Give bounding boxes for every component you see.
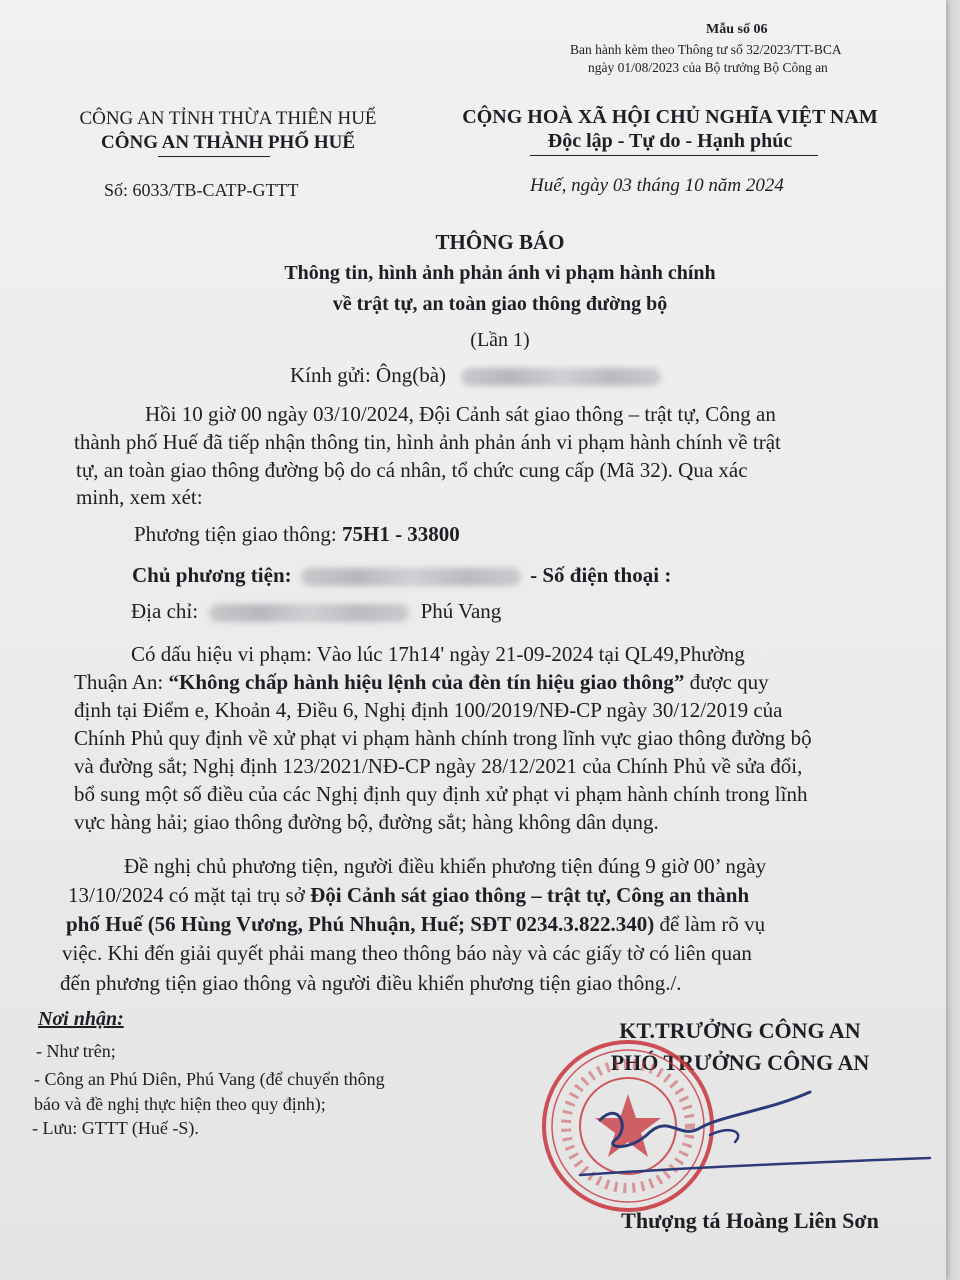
notice-subtitle-1: Thông tin, hình ảnh phản ánh vi phạm hành chính [284,262,716,284]
violation-line-1: Có dấu hiệu vi phạm: Vào lúc 17h14' ngày 21-09-2024 tại QL49,Phường [131,642,745,666]
address-label: Địa chỉ: [131,599,199,623]
intro-line-3: tự, an toàn giao thông đường bộ do cá nhân, tổ chức cung cấp (Mã 32). Qua xác [76,458,748,482]
redacted-recipient-name [461,368,661,386]
address-district: Phú Vang [420,599,502,623]
agency-underline [158,156,270,157]
request-line-4: việc. Khi đến giải quyết phải mang theo thông báo này và các giấy tờ có liên quan [62,941,752,965]
request-line-2 [68,881,749,909]
signer-title-1: KT.TRƯỞNG CÔNG AN [619,1018,861,1043]
violation-line-4: Chính Phủ quy định về xử phạt vi phạm hành chính trong lĩnh vực giao thông đường bộ [74,726,812,750]
nation-name: CỘNG HOÀ XÃ HỘI CHỦ NGHĨA VIỆT NAM [462,106,878,128]
address-line [131,597,501,625]
notice-title: THÔNG BÁO [435,230,565,254]
signer-title-2: PHÓ TRƯỞNG CÔNG AN [610,1050,870,1075]
vehicle-plate: 75H1 - 33800 [341,522,460,546]
violation-line-2 [74,668,769,696]
recipient-item-2b: báo và đề nghị thực hiện theo quy định); [34,1094,326,1114]
phone-label: - Số điện thoại : [530,563,672,587]
violation-location: Thuận An: [74,670,169,694]
vehicle-label: Phương tiện giao thông: [134,522,337,546]
recipients-title: Nơi nhận: [38,1008,124,1030]
recipient-item-2a: - Công an Phú Diên, Phú Vang (để chuyển thông [34,1069,385,1089]
agency-name: CÔNG AN THÀNH PHỐ HUẾ [100,132,356,153]
violation-offense: “Không chấp hành hiệu lệnh của đèn tín hiệu giao thông” [168,670,685,694]
place-date: Huế, ngày 03 tháng 10 năm 2024 [530,175,784,196]
request-line-3 [66,910,765,938]
violation-line-5: và đường sắt; Nghị định 123/2021/NĐ-CP ngày 28/12/2021 của Chính Phủ về sửa đổi, [74,754,803,778]
request-purpose: để làm rõ vụ [654,912,766,936]
motto-underline [530,155,818,156]
violation-line-6: bổ sung một số điều của các Nghị định quy định xử phạt vi phạm hành chính trong lĩnh [74,782,808,806]
intro-line-2: thành phố Huế đã tiếp nhận thông tin, hình ảnh phản ánh vi phạm hành chính về trật [74,430,781,454]
recipient-item-1: - Như trên; [36,1041,116,1061]
document-number: Số: 6033/TB-CATP-GTTT [104,180,299,200]
intro-line-1: Hồi 10 giờ 00 ngày 03/10/2024, Đội Cảnh sát giao thông – trật tự, Công an [145,402,776,426]
nation-motto: Độc lập - Tự do - Hạnh phúc [547,130,793,152]
form-issued-line1: Ban hành kèm theo Thông tư số 32/2023/TT-BCA [570,42,842,57]
agency-parent: CÔNG AN TỈNH THỪA THIÊN HUẾ [79,108,377,129]
violation-line-3: định tại Điểm e, Khoản 4, Điều 6, Nghị định 100/2019/NĐ-CP ngày 30/12/2019 của [74,698,783,722]
violation-line-7: vực hàng hải; giao thông đường bộ, đường sắt; hàng không dân dụng. [74,810,659,834]
recipient-label: Kính gửi: Ông(bà) [290,363,447,387]
vehicle-line [134,520,460,548]
form-issued-line2: ngày 01/08/2023 của Bộ trưởng Bộ Công an [588,60,828,75]
intro-line-4: minh, xem xét: [76,485,203,509]
handwritten-signature [560,1080,940,1200]
signer-name: Thượng tá Hoàng Liên Sơn [621,1208,879,1233]
request-line-1: Đề nghị chủ phương tiện, người điều khiển phương tiện đúng 9 giờ 00’ ngày [124,854,767,878]
request-address: phố Huế (56 Hùng Vương, Phú Nhuận, Huế; SĐT 0234.3.822.340) [66,912,655,936]
notice-subtitle-2: về trật tự, an toàn giao thông đường bộ [332,293,668,315]
violation-regulated: được quy [684,670,769,694]
recipient-item-3: - Lưu: GTTT (Huế -S). [32,1118,199,1138]
form-number: Mẫu số 06 [706,22,768,37]
request-line-5: đến phương tiện giao thông và người điều khiển phương tiện giao thông./. [60,971,682,995]
owner-label: Chủ phương tiện: [132,563,292,587]
request-date: 13/10/2024 có mặt tại trụ sở [68,883,311,907]
redacted-address [209,604,409,622]
request-office: Đội Cảnh sát giao thông – trật tự, Công an thành [310,883,750,907]
recipient-line [290,363,661,388]
owner-line [132,561,671,589]
redacted-owner-name [301,568,521,586]
notice-round: (Lần 1) [470,329,530,351]
